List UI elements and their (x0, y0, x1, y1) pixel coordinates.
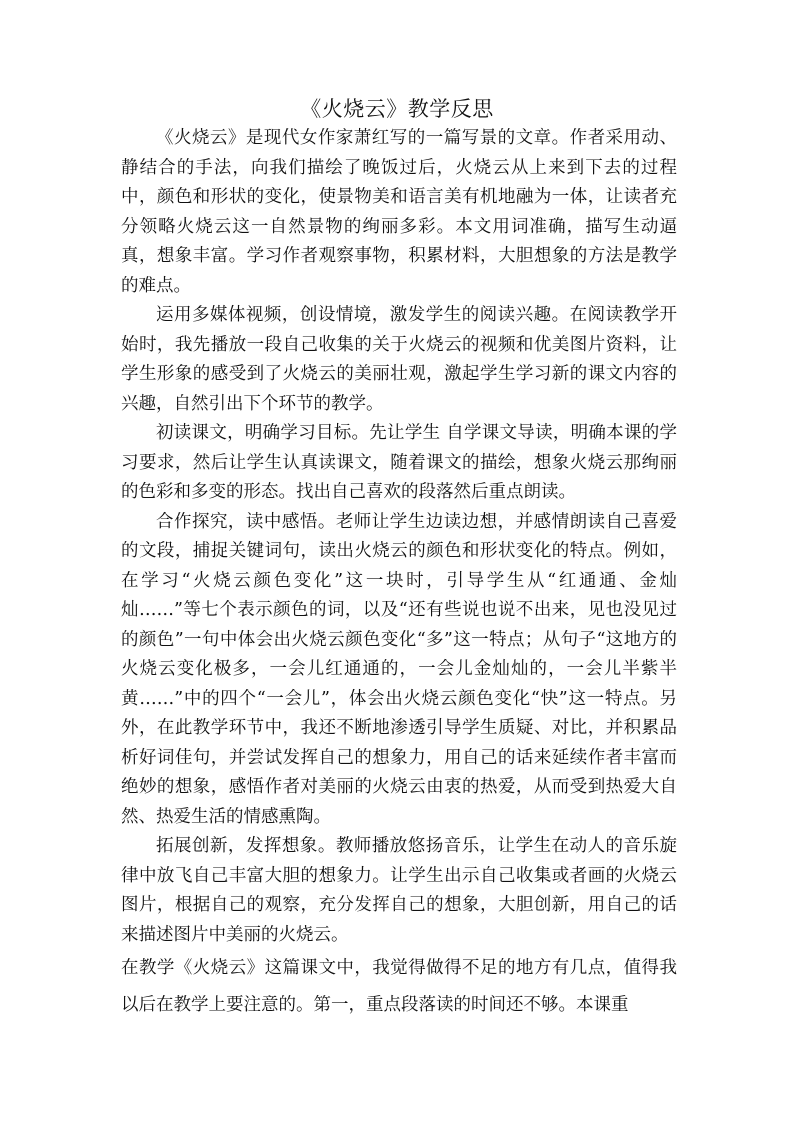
document-body (121, 124, 677, 1024)
paragraph-multimedia: 运用多媒体视频，创设情境，激发学生的阅读兴趣。在阅读教学开始时，我先播放一段自己收集的关于火烧云的视频和优美图片资料，让学生形象的感受到了火烧云的美丽壮观，激起学生学习新的课文内容的兴趣，自然引出下个环节的教学。 (121, 305, 677, 414)
paragraph-intro: 《火烧云》是现代女作家萧红写的一篇写景的文章。作者采用动、静结合的手法，向我们描绘了晚饭过后，火烧云从上来到下去的过程中，颜色和形状的变化，使景物美和语言美有机地融为一体，让读者充分领略火烧云这一自然景物的绚丽多彩。本文用词准确，描写生动逼真，想象丰富。学习作者观察事物，积累材料，大胆想象的方法是教学的难点。 (121, 128, 677, 296)
document-title: 《火烧云》教学反思 (300, 97, 494, 121)
paragraph-first-reading: 初读课文，明确学习目标。先让学生 自学课文导读，明确本课的学习要求，然后让学生认真读课文，随着课文的描绘，想象火烧云那绚丽的色彩和多变的形态。找出自己喜欢的段落然后重点朗读。 (121, 423, 677, 502)
paragraph-expansion: 拓展创新，发挥想象。教师播放悠扬音乐，让学生在动人的音乐旋律中放飞自己丰富大胆的想象力。让学生出示自己收集或者画的火烧云图片，根据自己的观察，充分发挥自己的想象，大胆创新，用自己的话来描述图片中美丽的火烧云。 (121, 836, 677, 945)
paragraph-cooperative-inquiry: 合作探究，读中感悟。老师让学生边读边想，并感情朗读自己喜爱的文段，捕捉关键词句，读出火烧云的颜色和形状变化的特点。例如，在学习“火烧云颜色变化”这一块时，引导学生从“红通通、金灿灿……”等七个表示颜色的词，以及“还有些说也说不出来，见也没见过的颜色”一句中体会出火烧云颜色变化“多”这一特点；从句子“这地方的火烧云变化极多，一会儿红通通的，一会儿金灿灿的，一会儿半紫半黄……”中的四个“一会儿”，体会出火烧云颜色变化“快”这一特点。另外，在此教学环节中，我还不断地渗透引导学生质疑、对比，并积累品析好词佳句，并尝试发挥自己的想象力，用自己的话来延续作者丰富而绝妙的想象，感悟作者对美丽的火烧云由衷的热爱，从而受到热爱大自然、热爱生活的情感熏陶。 (121, 511, 677, 827)
paragraph-reflection: 在教学《火烧云》这篇课文中，我觉得做得不足的地方有几点，值得我以后在教学上要注意的。第一，重点段落读的时间还不够。本课重 (121, 958, 677, 1015)
